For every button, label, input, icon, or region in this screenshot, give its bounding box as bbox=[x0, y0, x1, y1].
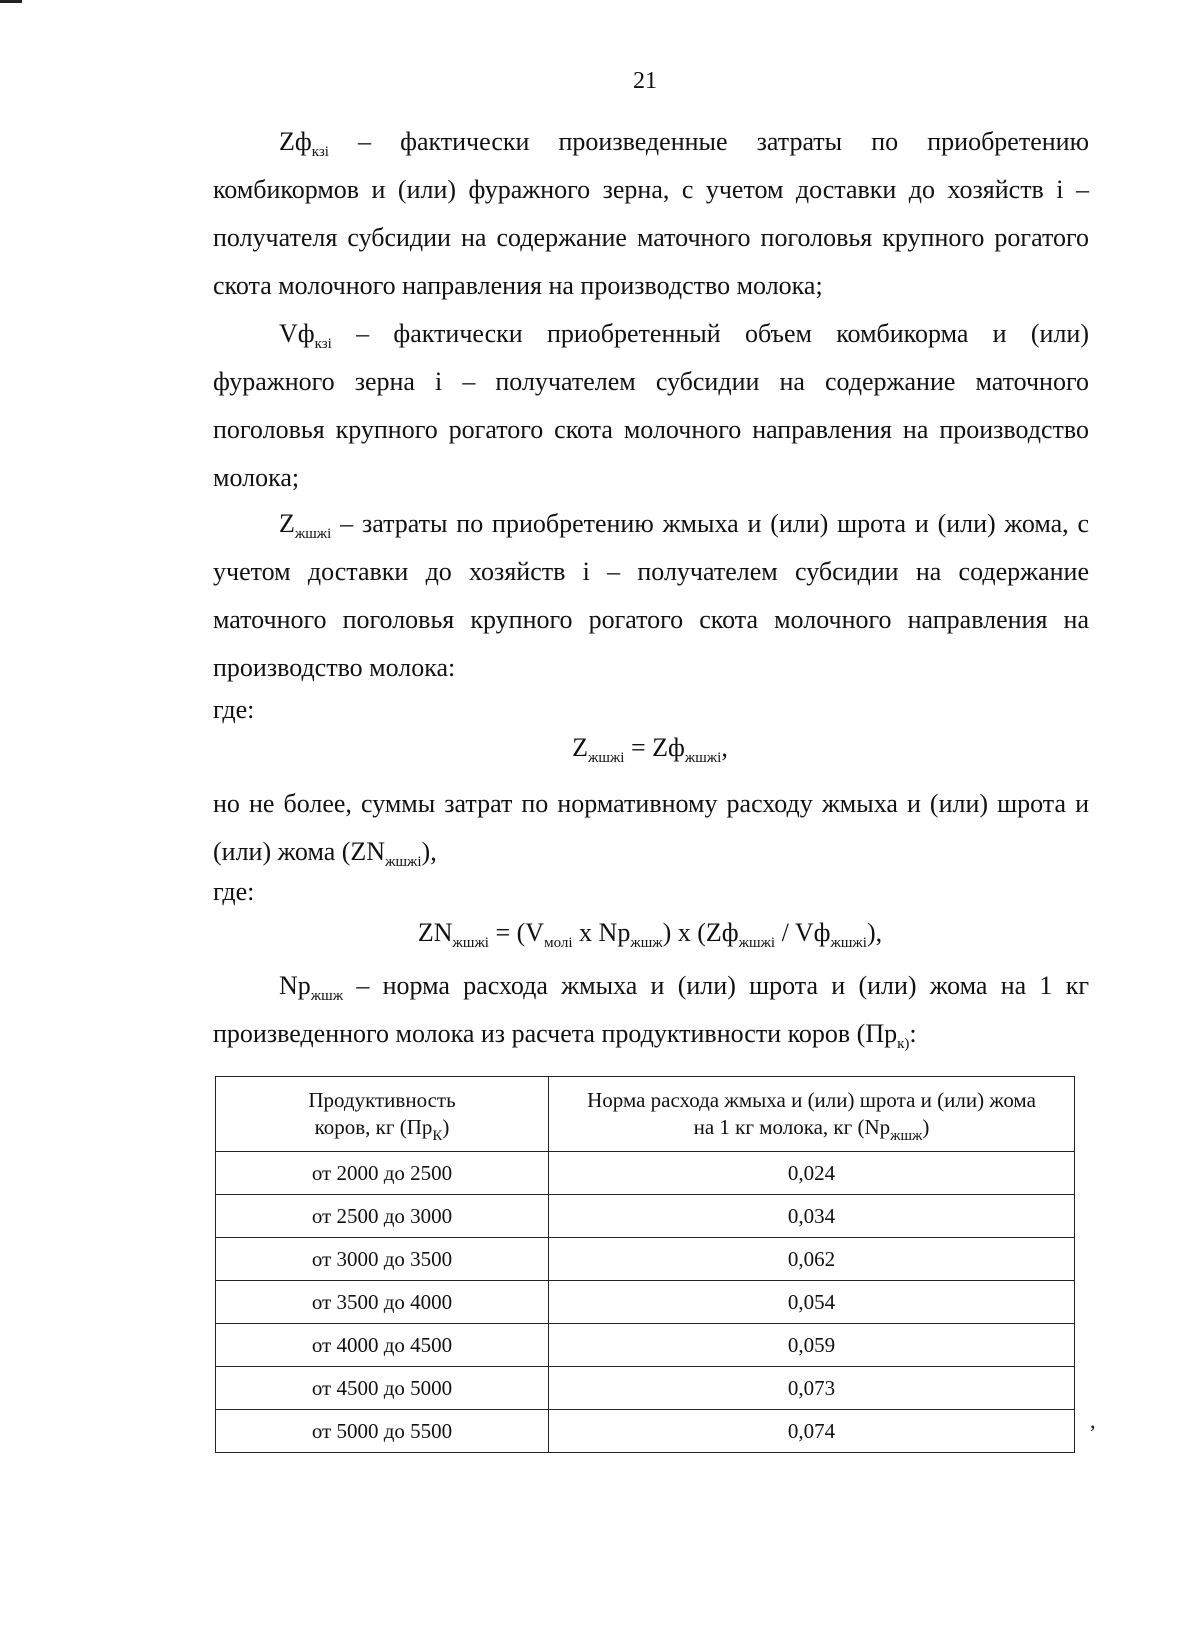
trailing-comma: , bbox=[1090, 1408, 1096, 1433]
table-row bbox=[216, 1238, 1075, 1281]
paragraph-text: ), bbox=[421, 837, 437, 866]
table-row bbox=[216, 1281, 1075, 1324]
formula-term: Z bbox=[572, 733, 589, 762]
definition-z-zhshzh bbox=[213, 500, 1089, 692]
table-row bbox=[216, 1152, 1075, 1195]
header-productivity bbox=[216, 1077, 549, 1152]
cell-norm: 0,054 bbox=[549, 1281, 1075, 1324]
formula-term: ) x (Zф bbox=[662, 918, 739, 947]
subscript: жшжi bbox=[294, 526, 332, 542]
cell-range: от 3000 до 3500 bbox=[216, 1238, 549, 1281]
definition-zf-kz bbox=[213, 118, 1089, 310]
formula-term: = (V bbox=[488, 918, 545, 947]
cell-norm: 0,062 bbox=[549, 1238, 1075, 1281]
cell-range: от 3500 до 4000 bbox=[216, 1281, 549, 1324]
table-row bbox=[216, 1324, 1075, 1367]
table-row bbox=[216, 1367, 1075, 1410]
cell-norm: 0,073 bbox=[549, 1367, 1075, 1410]
cell-range: от 4000 до 4500 bbox=[216, 1324, 549, 1367]
definition-text: – фактически произведенные затраты по приобретению комбикормов и (или) фуражного зерна, с учетом доставки до хозяйств i – получателя субсидии на содержание маточного поголовья крупного рогатого скота молочного направления на производство молока; bbox=[213, 127, 1089, 300]
header-text: коров, кг (Пр bbox=[314, 1115, 433, 1139]
subscript: жшжi bbox=[830, 935, 867, 951]
subscript: жшжi bbox=[684, 750, 722, 766]
subscript: жшжi bbox=[385, 854, 422, 870]
definition-text: – фактически приобретенный объем комбикорма и (или) фуражного зерна i – получателем субсидии на содержание маточного поголовья крупного рогатого скота молочного направления на производство молока; bbox=[213, 319, 1089, 492]
formula-term: = Zф bbox=[624, 733, 685, 762]
subscript: к) bbox=[897, 1036, 910, 1052]
subscript: жшж bbox=[630, 935, 663, 951]
cell-norm: 0,024 bbox=[549, 1152, 1075, 1195]
subscript: жшжi bbox=[452, 935, 489, 951]
scan-corner-mark bbox=[0, 0, 22, 3]
limit-paragraph bbox=[213, 780, 1089, 876]
symbol: Zф bbox=[279, 127, 312, 156]
definition-np-zhshzh bbox=[213, 962, 1089, 1058]
cell-range: от 2000 до 2500 bbox=[216, 1152, 549, 1195]
formula-term: / Vф bbox=[775, 918, 831, 947]
formula-zn-zhshzh bbox=[0, 918, 1200, 951]
header-text: ) bbox=[922, 1115, 930, 1139]
paragraph-text: но не более, суммы затрат по нормативному расходу жмыха и (или) шрота и (или) жома (ZN bbox=[213, 789, 1089, 866]
subscript: молi bbox=[544, 935, 573, 951]
definition-text: – затраты по приобретению жмыха и (или) шрота и (или) жома, с учетом доставки до хозяйств i – получателем субсидии на содержание маточного поголовья крупного рогатого скота молочного направления на производство молока: bbox=[213, 509, 1089, 682]
header-norm bbox=[549, 1077, 1075, 1152]
subscript: жшжi bbox=[588, 750, 625, 766]
symbol: Vф bbox=[279, 319, 315, 348]
symbol: Np bbox=[279, 971, 311, 1000]
cell-range: от 4500 до 5000 bbox=[216, 1367, 549, 1410]
definition-text: – норма расхода жмыха и (или) шрота и (или) жома на 1 кг произведенного молока из расчета продуктивности коров (Пр bbox=[213, 971, 1089, 1048]
cell-range: от 5000 до 5500 bbox=[216, 1410, 549, 1453]
formula-term: ZN bbox=[417, 918, 453, 947]
subscript: жшж bbox=[310, 988, 344, 1004]
definition-vf-kz bbox=[213, 310, 1089, 502]
formula-term: x Np bbox=[572, 918, 631, 947]
page-number: 21 bbox=[633, 68, 657, 94]
subscript: жшж bbox=[890, 1128, 923, 1144]
header-text: Норма расхода жмыха и (или) шрота и (или) жома bbox=[587, 1088, 1036, 1112]
definition-text: : bbox=[909, 1019, 917, 1048]
norms-table bbox=[215, 1076, 1075, 1453]
header-text: Продуктивность bbox=[308, 1088, 456, 1112]
subscript: кзi bbox=[314, 336, 332, 352]
cell-norm: 0,074 bbox=[549, 1410, 1075, 1453]
where-label-1: где: bbox=[213, 695, 255, 724]
cell-norm: 0,034 bbox=[549, 1195, 1075, 1238]
table-row bbox=[216, 1410, 1075, 1453]
subscript: жшжi bbox=[738, 935, 776, 951]
formula-z-zhshzh bbox=[0, 733, 1200, 766]
symbol: Z bbox=[279, 509, 295, 538]
formula-term: , bbox=[721, 733, 728, 762]
header-text: ) bbox=[442, 1115, 450, 1139]
table-header-row bbox=[216, 1077, 1075, 1152]
cell-range: от 2500 до 3000 bbox=[216, 1195, 549, 1238]
cell-norm: 0,059 bbox=[549, 1324, 1075, 1367]
where-label-2: где: bbox=[213, 877, 255, 906]
subscript: кзi bbox=[311, 144, 329, 160]
formula-term: ), bbox=[866, 918, 883, 947]
table-row bbox=[216, 1195, 1075, 1238]
subscript: К bbox=[432, 1128, 443, 1144]
header-text: на 1 кг молока, кг (Np bbox=[693, 1115, 891, 1139]
